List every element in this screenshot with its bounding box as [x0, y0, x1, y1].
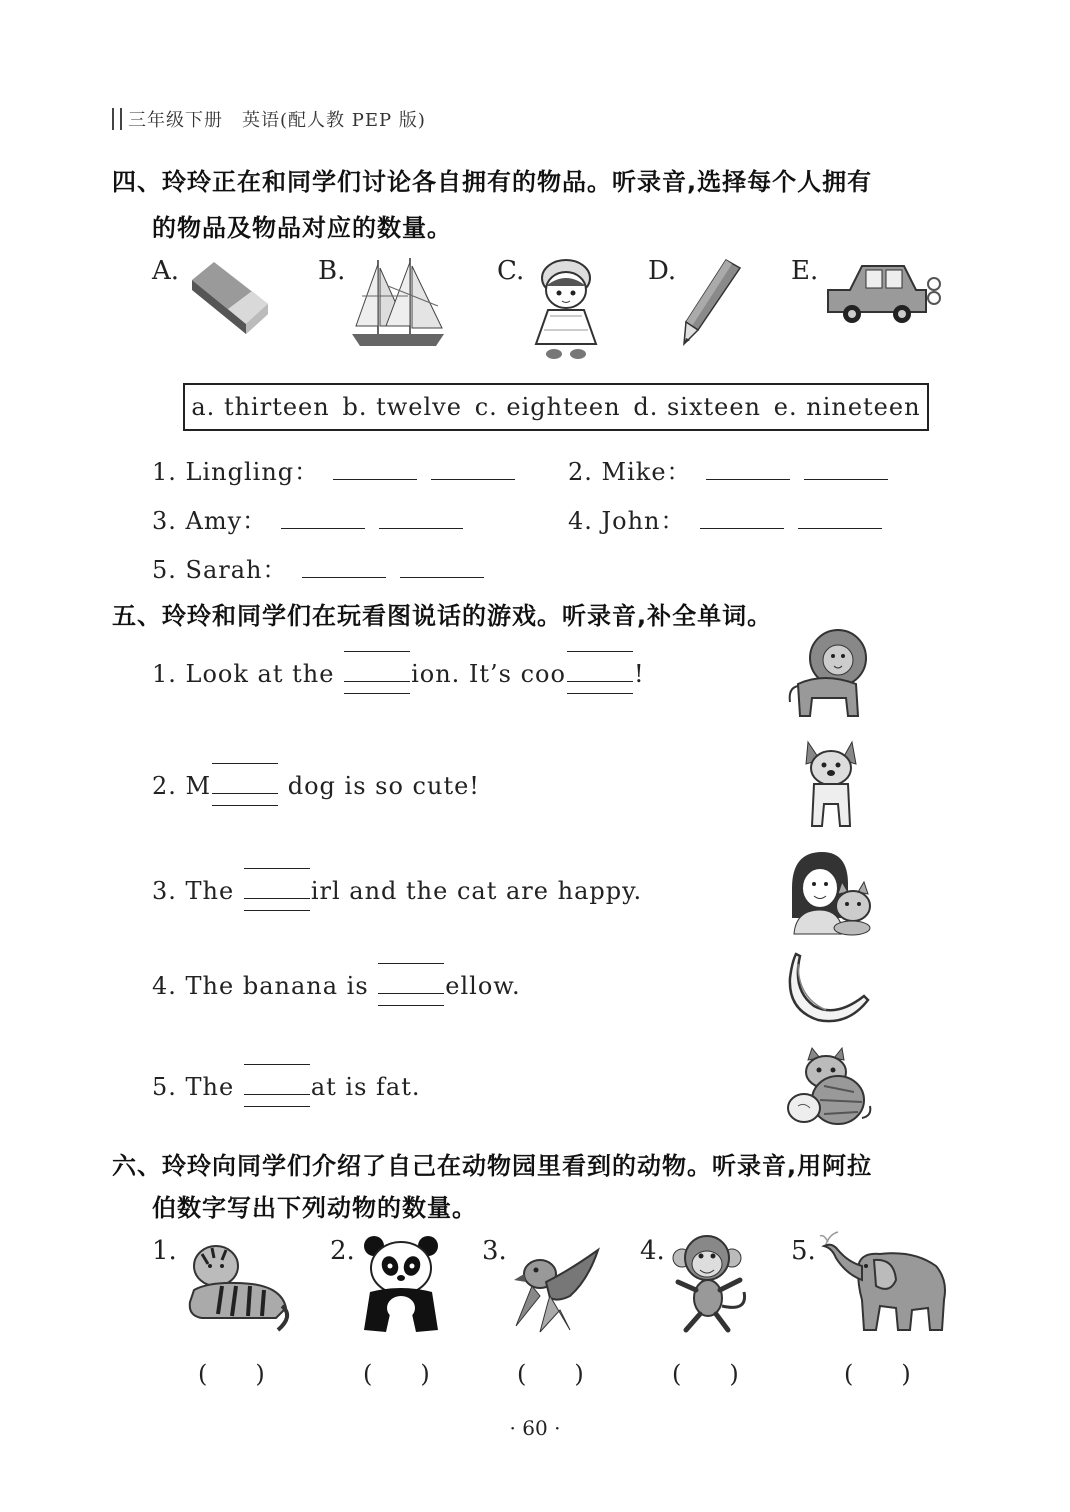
section6-title-line2: 伯数字写出下列动物的数量。 [152, 1194, 477, 1222]
eraser-icon [182, 258, 274, 338]
header-bars [112, 108, 122, 130]
word-option: e. nineteen [773, 393, 921, 421]
letter-blank[interactable] [378, 993, 444, 994]
question-text: ellow. [445, 972, 521, 1000]
question-5-5 [152, 1073, 421, 1101]
toy-car-icon [822, 256, 946, 326]
question-text: dog is so cute! [279, 772, 480, 800]
answer-blank[interactable] [302, 573, 386, 578]
question-5-4 [152, 972, 521, 1000]
answer-blank[interactable] [700, 524, 784, 529]
answer-blank[interactable] [431, 475, 515, 480]
question-text: 5. The [152, 1073, 243, 1101]
panda-icon [356, 1234, 446, 1336]
monkey-icon [668, 1232, 754, 1336]
animal-number: 3. [482, 1236, 507, 1266]
letter-blank[interactable] [212, 793, 278, 794]
letter-blank[interactable] [567, 681, 633, 682]
letter-blank[interactable] [344, 681, 410, 682]
word-option: a. thirteen [191, 393, 330, 421]
question-5-3 [152, 877, 642, 905]
letter-blank[interactable] [244, 898, 310, 899]
word-option: c. eighteen [474, 393, 621, 421]
answer-blank[interactable] [333, 475, 417, 480]
question-text: irl and the cat are happy. [310, 877, 643, 905]
answer-blank[interactable] [804, 475, 888, 480]
answer-paren[interactable]: ( ) [363, 1360, 430, 1388]
section6-title-line1: 六、玲玲向同学们介绍了自己在动物园里看到的动物。听录音,用阿拉 [112, 1152, 873, 1180]
word-option: b. twelve [342, 393, 462, 421]
page-header [112, 106, 426, 132]
answer-paren[interactable]: ( ) [844, 1360, 911, 1388]
question-5-2 [152, 772, 480, 800]
bird-icon [510, 1240, 606, 1336]
animal-number: 1. [152, 1236, 177, 1266]
question-text: 2. M [152, 772, 212, 800]
banana-icon [786, 950, 870, 1026]
answer-row-lingling [152, 452, 515, 487]
word-bank-box [183, 383, 929, 431]
question-text: at is fat. [310, 1073, 421, 1101]
answer-paren[interactable]: ( ) [517, 1360, 584, 1388]
animal-number: 5. [791, 1236, 816, 1266]
page-number: · 60 · [509, 1416, 561, 1440]
option-b-letter: B. [318, 256, 346, 286]
answer-label: 1. Lingling： [152, 458, 320, 486]
answer-label: 5. Sarah： [152, 556, 288, 584]
letter-blank[interactable] [244, 1094, 310, 1095]
word-option: d. sixteen [633, 393, 762, 421]
lion-icon [784, 626, 874, 722]
doll-icon [528, 256, 604, 362]
answer-paren[interactable]: ( ) [672, 1360, 739, 1388]
answer-paren[interactable]: ( ) [198, 1360, 265, 1388]
answer-blank[interactable] [400, 573, 484, 578]
answer-label: 4. John： [568, 507, 686, 535]
option-c-letter: C. [497, 256, 525, 286]
question-text: 1. Look at the [152, 660, 344, 688]
animal-number: 2. [330, 1236, 355, 1266]
question-text: ion. It’s coo [411, 660, 566, 688]
question-text: 3. The [152, 877, 243, 905]
answer-row-amy [152, 501, 463, 536]
option-e-letter: E. [791, 256, 819, 286]
animal-number: 4. [640, 1236, 665, 1266]
answer-label: 3. Amy： [152, 507, 268, 535]
dog-icon [798, 738, 864, 834]
cat-icon [784, 1046, 874, 1128]
answer-row-sarah [152, 550, 484, 585]
question-5-1 [152, 660, 645, 688]
section4-title-line2: 的物品及物品对应的数量。 [152, 214, 452, 242]
question-text: ! [633, 660, 645, 688]
section5-title: 五、玲玲和同学们在玩看图说话的游戏。听录音,补全单词。 [112, 602, 773, 630]
option-d-letter: D. [648, 256, 677, 286]
answer-blank[interactable] [379, 524, 463, 529]
answer-label: 2. Mike： [568, 458, 692, 486]
answer-row-mike [568, 452, 888, 487]
tiger-icon [182, 1236, 296, 1334]
question-text: 4. The banana is [152, 972, 378, 1000]
answer-blank[interactable] [281, 524, 365, 529]
sailboat-icon [348, 256, 448, 348]
header-text: 三年级下册 英语(配人教 PEP 版) [128, 110, 426, 131]
girl-cat-icon [786, 848, 874, 936]
elephant-icon [818, 1230, 952, 1336]
answer-row-john [568, 501, 882, 536]
option-a-letter: A. [152, 256, 180, 286]
answer-blank[interactable] [706, 475, 790, 480]
answer-blank[interactable] [798, 524, 882, 529]
section4-title-line1: 四、玲玲正在和同学们讨论各自拥有的物品。听录音,选择每个人拥有 [112, 168, 873, 196]
pencil-icon [680, 256, 746, 346]
